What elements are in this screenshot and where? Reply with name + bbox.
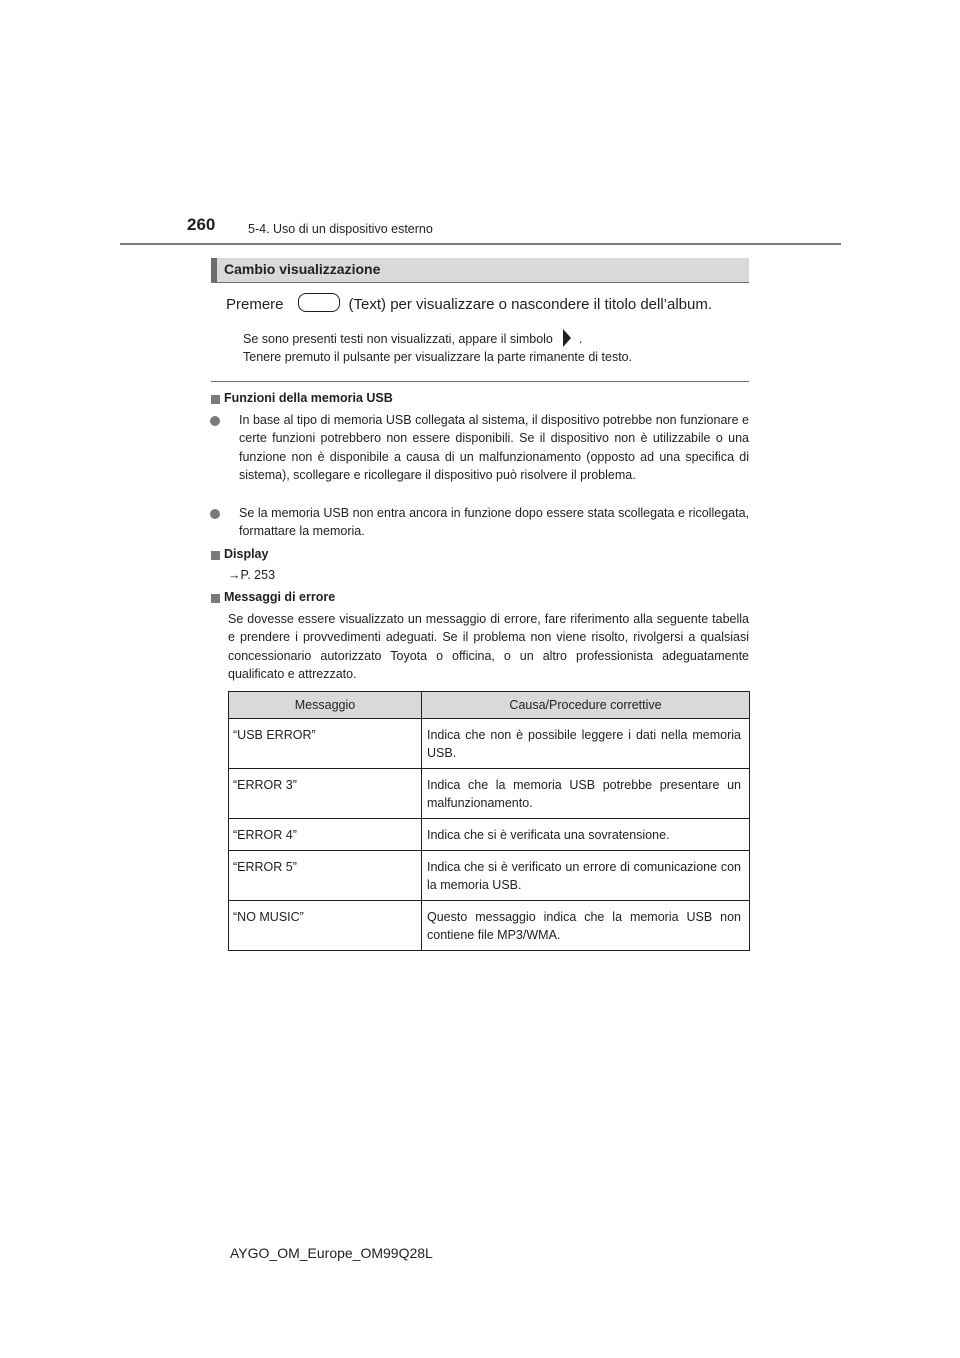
section-heading-accent [211,258,217,282]
table-row [229,819,750,851]
section-underline [211,282,749,283]
note-1-end: . [578,332,583,346]
display-heading: Display [224,547,269,561]
errors-heading: Messaggi di errore [224,590,336,604]
text-button-icon [298,293,340,312]
round-bullet-icon [210,509,220,519]
table-header-row [229,692,750,719]
instruction-before: Premere [226,296,284,313]
header-section-title: 5-4. Uso di un dispositivo esterno [248,222,433,236]
note-line-2: Tenere premuto il pulsante per visualizzare la parte rimanente di testo. [243,350,633,364]
instruction-after: (Text) per visualizzare o nascondere il titolo dell’album. [348,296,713,313]
table-cell-message: “NO MUSIC” [229,901,422,951]
square-bullet-icon [211,594,220,603]
square-bullet-icon [211,551,220,560]
square-bullet-icon [211,395,220,404]
table-cell-message: “ERROR 5” [229,851,422,901]
table-cell-message: “ERROR 3” [229,769,422,819]
usb-functions-heading: Funzioni della memoria USB [224,391,393,405]
table-cell-cause: Indica che non è possibile leggere i dati nella memoria USB. [422,719,750,769]
header-divider [120,243,841,245]
column-header-cause: Causa/Procedure correttive [422,692,750,719]
page-number: 260 [187,215,216,234]
column-header-message: Messaggio [229,692,422,719]
section-title: Cambio visualizzazione [224,261,381,277]
note-1-text: Se sono presenti testi non visualizzati, appare il simbolo [243,332,553,346]
table-cell-cause: Indica che si è verificata una sovratensione. [422,819,750,851]
table-row [229,901,750,951]
arrow-icon [563,329,571,347]
section-heading-bar [211,258,749,282]
content-divider [211,381,749,382]
table-cell-message: “USB ERROR” [229,719,422,769]
instruction-line [226,293,712,313]
table-row [229,769,750,819]
table-cell-message: “ERROR 4” [229,819,422,851]
table-row [229,851,750,901]
footer-document-code: AYGO_OM_Europe_OM99Q28L [230,1245,433,1261]
errors-intro: Se dovesse essere visualizzato un messaggio di errore, fare riferimento alla seguente tabella e prendere i provvedimenti adeguati. Se il problema non viene risolto, rivolgersi a qualsiasi concessionario autorizzato Toyota o officina, o un altro professionista adeguatamente qualificato e attrezzato. [228,612,749,682]
table-row [229,719,750,769]
usb-bullet-2: Se la memoria USB non entra ancora in funzione dopo essere stata scollegata e ricollegata, formattare la memoria. [239,506,749,539]
usb-bullet-1: In base al tipo di memoria USB collegata al sistema, il dispositivo potrebbe non funzionare e certe funzioni potrebbero non essere disponibili. Se il dispositivo non è utilizzabile o una funzione non è disponibile a causa di un malfunzionamento (opposto ad una specifica di sistema), scollegare e ricollegare il dispositivo può risolvere il problema. [239,413,749,483]
note-line-1 [243,329,582,347]
table-cell-cause: Indica che si è verificato un errore di comunicazione con la memoria USB. [422,851,750,901]
table-cell-cause: Questo messaggio indica che la memoria USB non contiene file MP3/WMA. [422,901,750,951]
round-bullet-icon [210,416,220,426]
error-messages-table [228,691,750,951]
display-reference: →P. 253 [228,568,276,582]
table-cell-cause: Indica che la memoria USB potrebbe presentare un malfunzionamento. [422,769,750,819]
